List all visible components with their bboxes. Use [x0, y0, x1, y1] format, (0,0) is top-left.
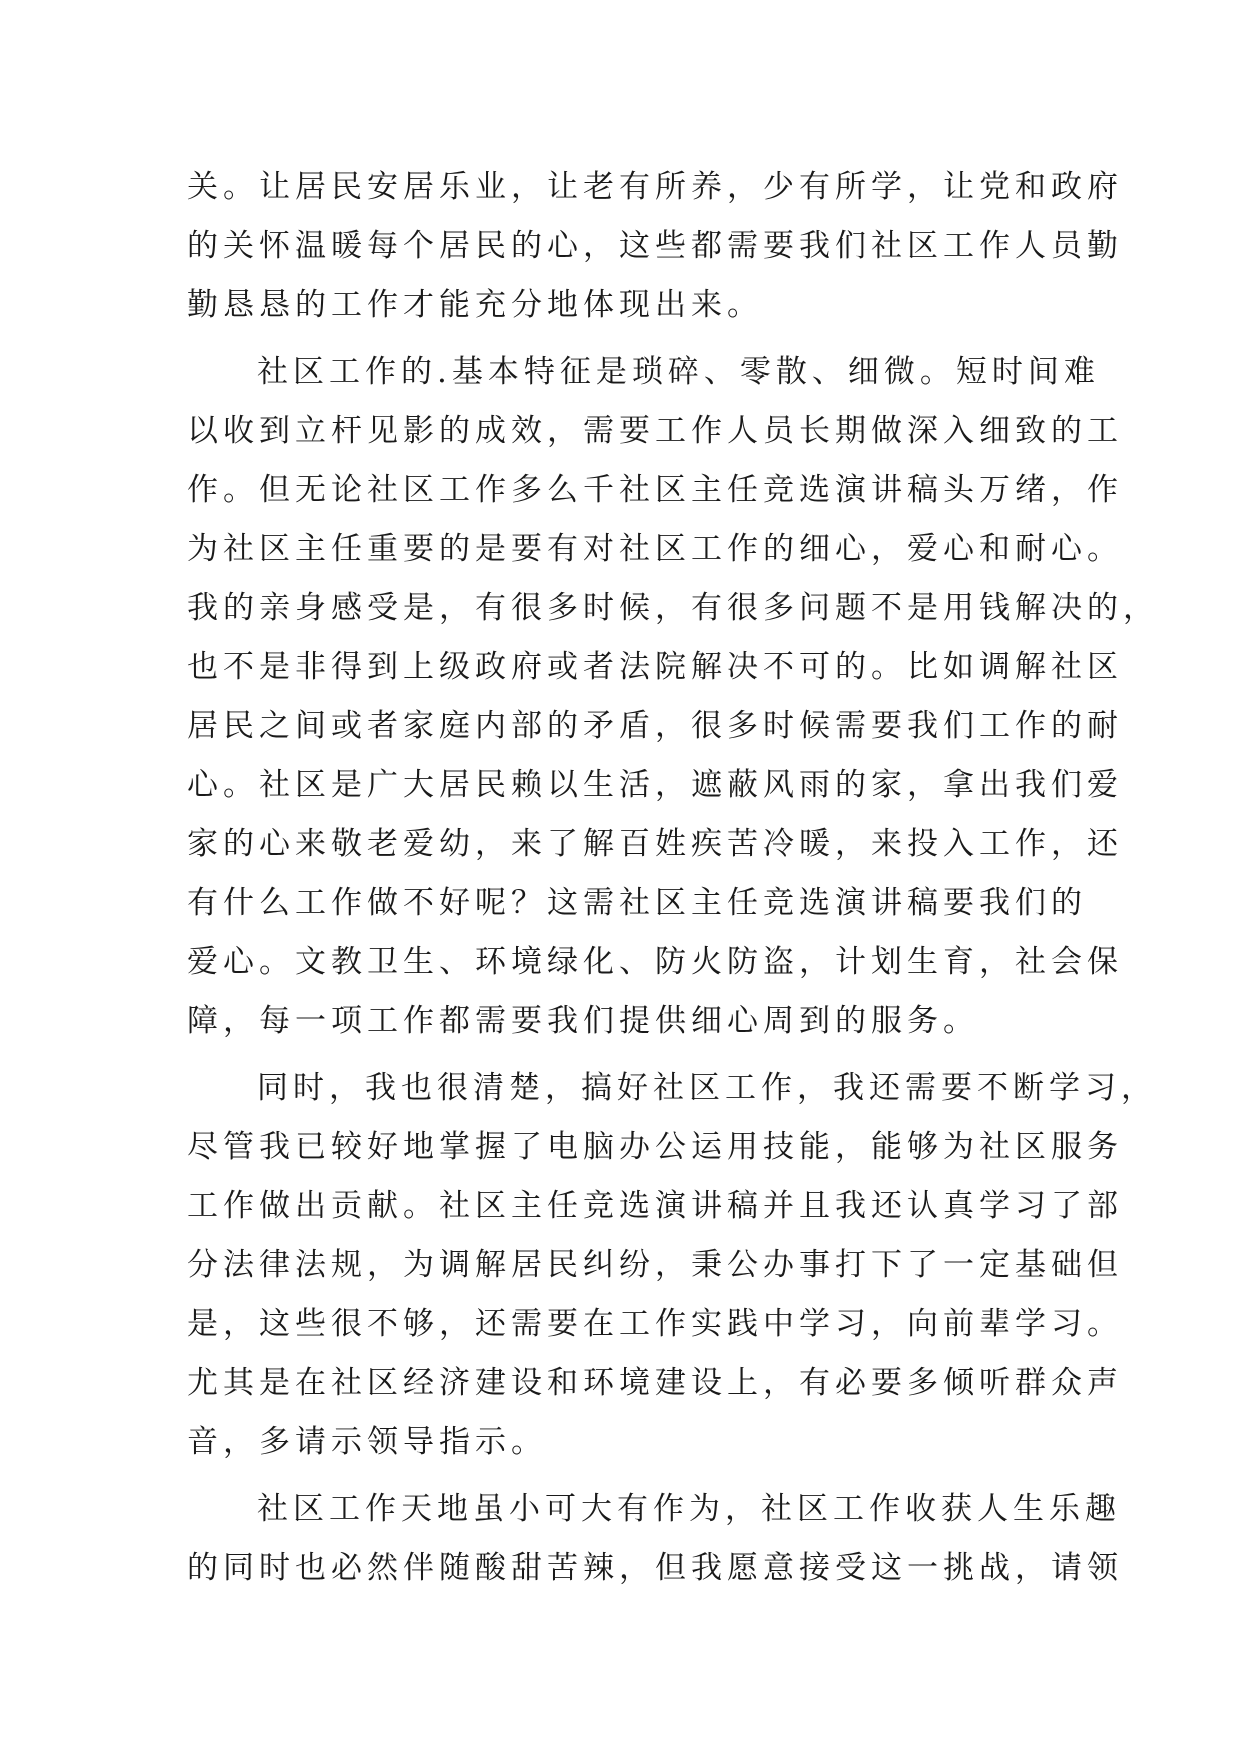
text-line: 的关怀温暖每个居民的心，这些都需要我们社区工作人员勤 [187, 228, 1123, 264]
text-line: 分法律法规，为调解居民纠纷，秉公办事打下了一定基础但 [187, 1247, 1123, 1283]
text-line: 是，这些很不够，还需要在工作实践中学习，向前辈学习。 [187, 1306, 1123, 1342]
paragraph [187, 1059, 1157, 1472]
text-line: 勤恳恳的工作才能充分地体现出来。 [187, 287, 763, 323]
text-line: 的同时也必然伴随酸甜苦辣，但我愿意接受这一挑战，请领 [187, 1550, 1123, 1586]
text-line: 音，多请示领导指示。 [187, 1424, 547, 1460]
text-line: 我的亲身感受是，有很多时候，有很多问题不是用钱解决的， [187, 590, 1159, 626]
text-line: 以收到立杆见影的成效，需要工作人员长期做深入细致的工 [187, 413, 1123, 449]
text-line: 同时，我也很清楚，搞好社区工作，我还需要不断学习， [257, 1070, 1157, 1106]
text-line: 居民之间或者家庭内部的矛盾，很多时候需要我们工作的耐 [187, 708, 1123, 744]
text-line: 工作做出贡献。社区主任竞选演讲稿并且我还认真学习了部 [187, 1188, 1123, 1224]
text-line: 社区工作天地虽小可大有作为，社区工作收获人生乐趣 [257, 1491, 1121, 1527]
text-line: 作。但无论社区工作多么千社区主任竞选演讲稿头万绪，作 [187, 472, 1123, 508]
text-line: 尤其是在社区经济建设和环境建设上，有必要多倾听群众声 [187, 1365, 1123, 1401]
document-body [187, 158, 1159, 1598]
paragraph [187, 158, 1123, 335]
paragraph [187, 343, 1159, 1051]
text-line: 爱心。文教卫生、环境绿化、防火防盗，计划生育，社会保 [187, 944, 1123, 980]
text-line: 也不是非得到上级政府或者法院解决不可的。比如调解社区 [187, 649, 1123, 685]
text-line: 障，每一项工作都需要我们提供细心周到的服务。 [187, 1003, 979, 1039]
text-line: 社区工作的.基本特征是琐碎、零散、细微。短时间难 [257, 354, 1100, 390]
paragraph [187, 1480, 1123, 1598]
text-line: 关。让居民安居乐业，让老有所养，少有所学，让党和政府 [187, 169, 1123, 205]
text-line: 心。社区是广大居民赖以生活，遮蔽风雨的家，拿出我们爱 [187, 767, 1123, 803]
text-line: 家的心来敬老爱幼，来了解百姓疾苦冷暖，来投入工作，还 [187, 826, 1123, 862]
text-line: 为社区主任重要的是要有对社区工作的细心，爱心和耐心。 [187, 531, 1123, 567]
text-line: 有什么工作做不好呢？这需社区主任竞选演讲稿要我们的 [187, 885, 1087, 921]
text-line: 尽管我已较好地掌握了电脑办公运用技能，能够为社区服务 [187, 1129, 1123, 1165]
